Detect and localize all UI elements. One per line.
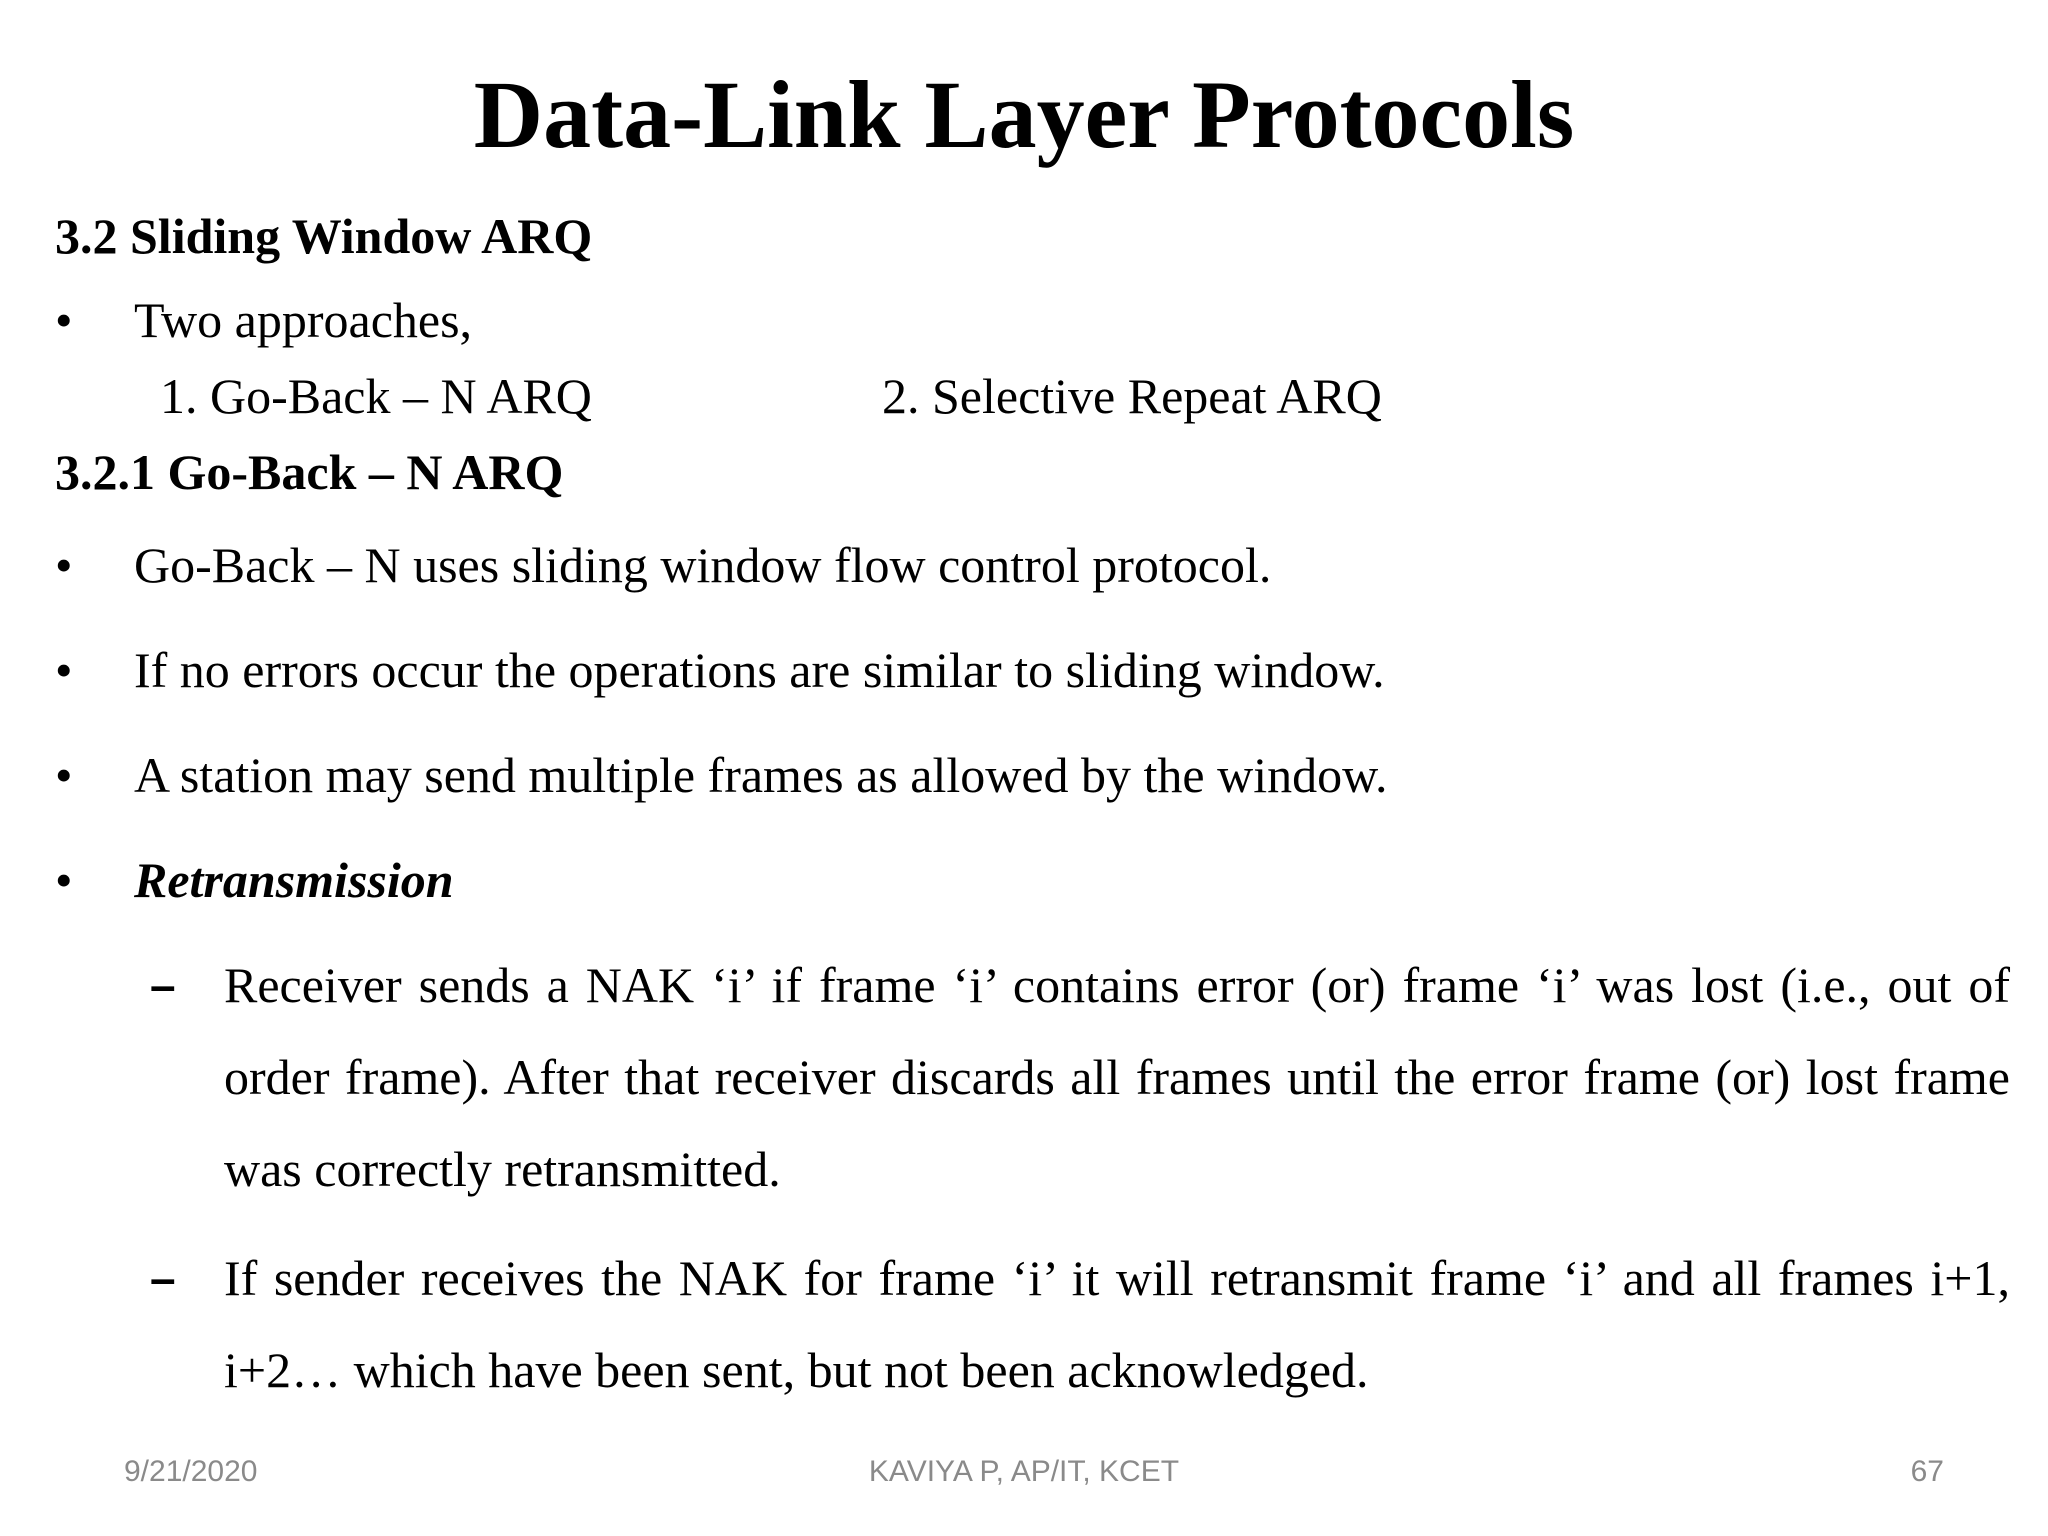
footer-date: 9/21/2020 (124, 1455, 258, 1488)
footer-author: KAVIYA P, AP/IT, KCET (868, 1455, 1180, 1488)
bullet-marker: • (55, 642, 73, 698)
dash-marker: – (150, 1252, 176, 1304)
section-heading: 3.2 Sliding Window ARQ (55, 208, 593, 264)
bullet-marker: • (55, 292, 73, 348)
approach-selective-repeat: 2. Selective Repeat ARQ (882, 368, 1382, 424)
sub-point-text: If sender receives the NAK for frame ‘i’ it will retransmit frame ‘i’ and all frames i+1, i+2… which have been sent, but not been acknowledged. (224, 1250, 2010, 1398)
bullet-text: Two approaches, (134, 292, 473, 348)
subsection-heading: 3.2.1 Go-Back – N ARQ (55, 444, 564, 500)
approach-go-back-n: 1. Go-Back – N ARQ (160, 368, 592, 424)
dash-marker: – (150, 959, 176, 1011)
bullet-marker: • (55, 747, 73, 803)
bullet-text: Retransmission (134, 852, 454, 908)
bullet-text: A station may send multiple frames as allowed by the window. (134, 747, 1388, 803)
bullet-marker: • (55, 852, 73, 908)
bullet-text: If no errors occur the operations are similar to sliding window. (134, 642, 1385, 698)
sub-point-text: Receiver sends a NAK ‘i’ if frame ‘i’ contains error (or) frame ‘i’ was lost (i.e., out of order frame). After that receiver discards all frames until the error frame (or) lost frame was correctly retransmitted. (224, 957, 2010, 1197)
bullet-text: Go-Back – N uses sliding window flow control protocol. (134, 537, 1272, 593)
bullet-marker: • (55, 537, 73, 593)
footer-page-number: 67 (1910, 1455, 1944, 1488)
slide-title: Data-Link Layer Protocols (473, 61, 1575, 168)
